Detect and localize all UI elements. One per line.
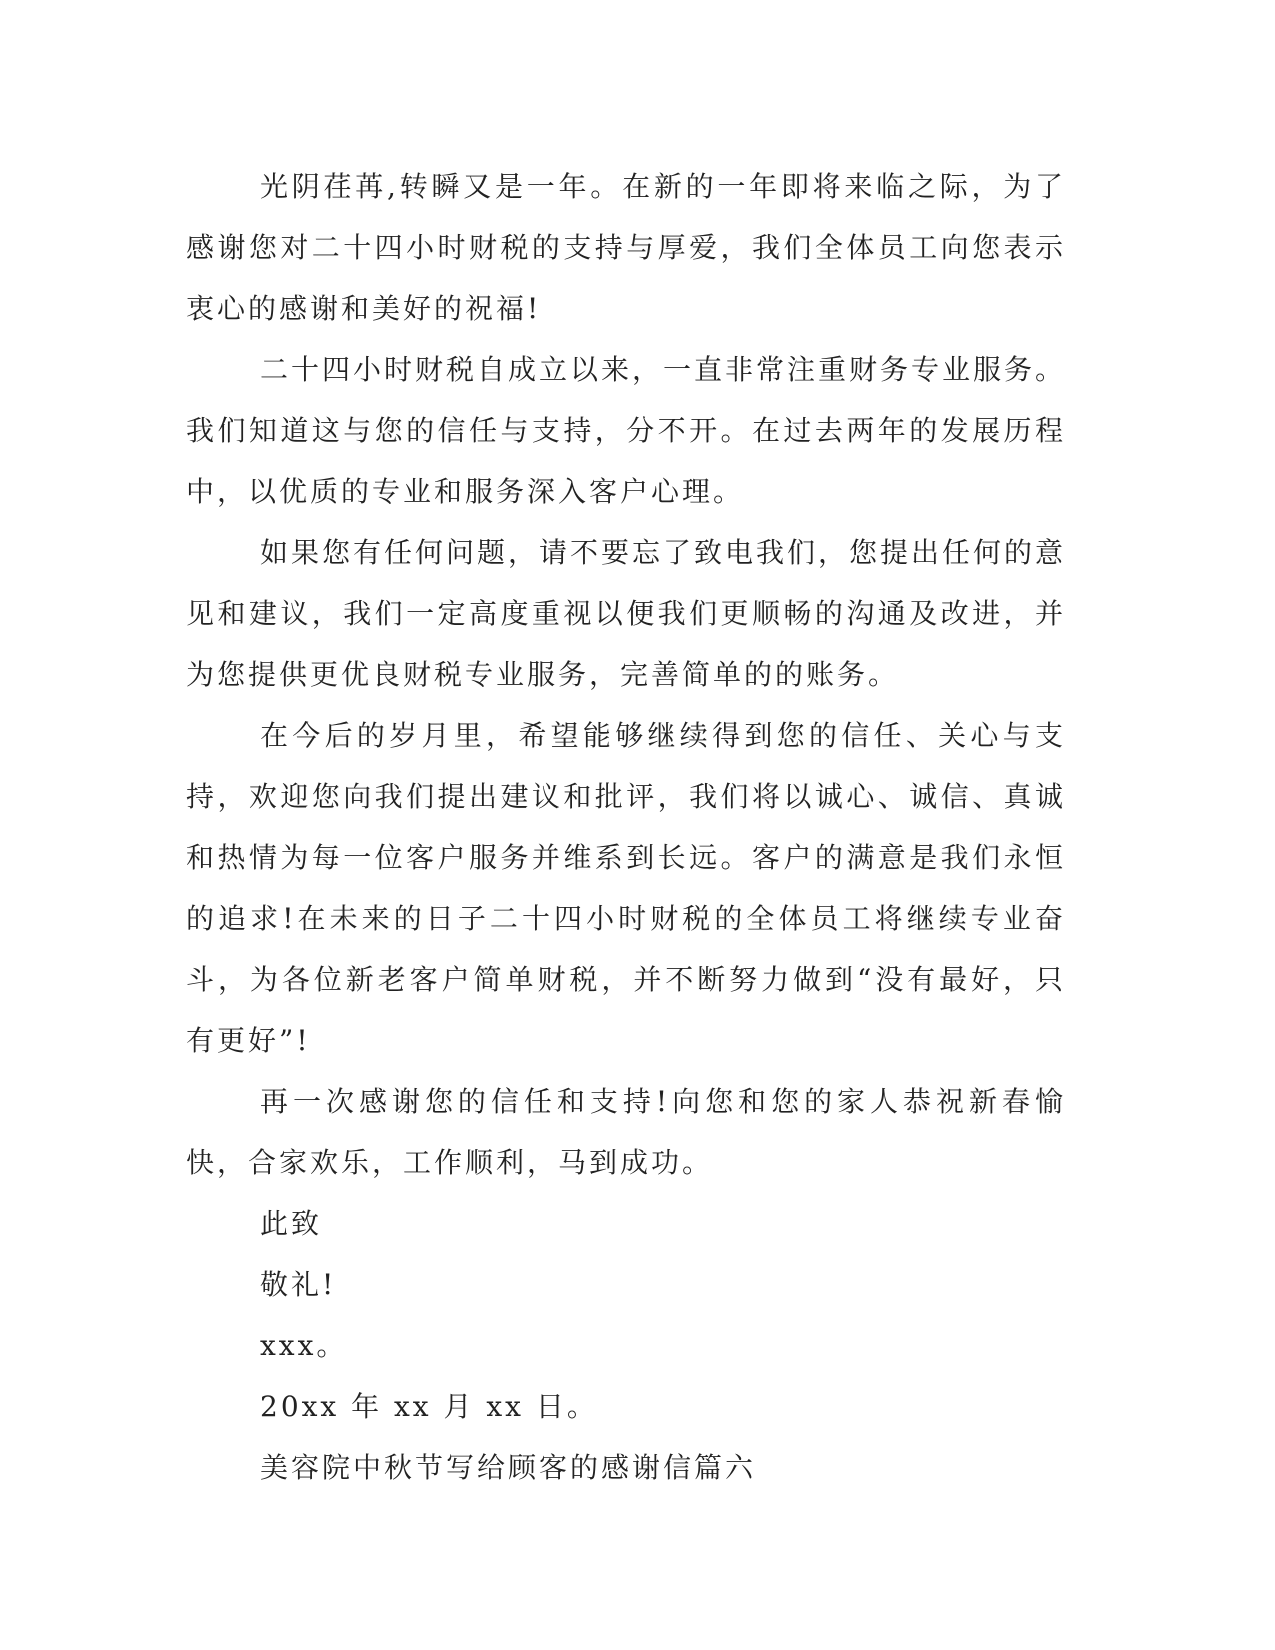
date-line: 20xx 年 xx 月 xx 日。 xyxy=(260,1390,598,1423)
signature: xxx。 xyxy=(260,1329,348,1362)
letter-paragraph-4: 在今后的岁月里，希望能够继续得到您的信任、关心与支持，欢迎您向我们提出建议和批评，我们将以诚心、诚信、真诚和热情为每一位客户服务并维系到长远。客户的满意是我们永恒的追求!在未来的日子二十四小时财税的全体员工将继续专业奋斗，为各位新老客户简单财税，并不断努力做到“没有最好，只有更好”! xyxy=(186,719,1066,1057)
letter-paragraph-3: 如果您有任何问题，请不要忘了致电我们，您提出任何的意见和建议，我们一定高度重视以便我们更顺畅的沟通及改进，并为您提供更优良财税专业服务，完善简单的的账务。 xyxy=(186,536,1067,691)
closing-regards: 敬礼! xyxy=(260,1268,337,1301)
letter-paragraph-2: 二十四小时财税自成立以来，一直非常注重财务专业服务。我们知道这与您的信任与支持，分不开。在过去两年的发展历程中，以优质的专业和服务深入客户心理。 xyxy=(186,353,1067,508)
letter-paragraph-5: 再一次感谢您的信任和支持!向您和您的家人恭祝新春愉快，合家欢乐，工作顺利，马到成功。 xyxy=(186,1085,1066,1179)
closing-salutation: 此致 xyxy=(260,1207,323,1240)
next-section-heading: 美容院中秋节写给顾客的感谢信篇六 xyxy=(260,1451,757,1484)
letter-paragraph-1: 光阴荏苒,转瞬又是一年。在新的一年即将来临之际，为了感谢您对二十四小时财税的支持与厚爱，我们全体员工向您表示衷心的感谢和美好的祝福! xyxy=(186,170,1066,325)
letter-document xyxy=(186,156,1066,1498)
